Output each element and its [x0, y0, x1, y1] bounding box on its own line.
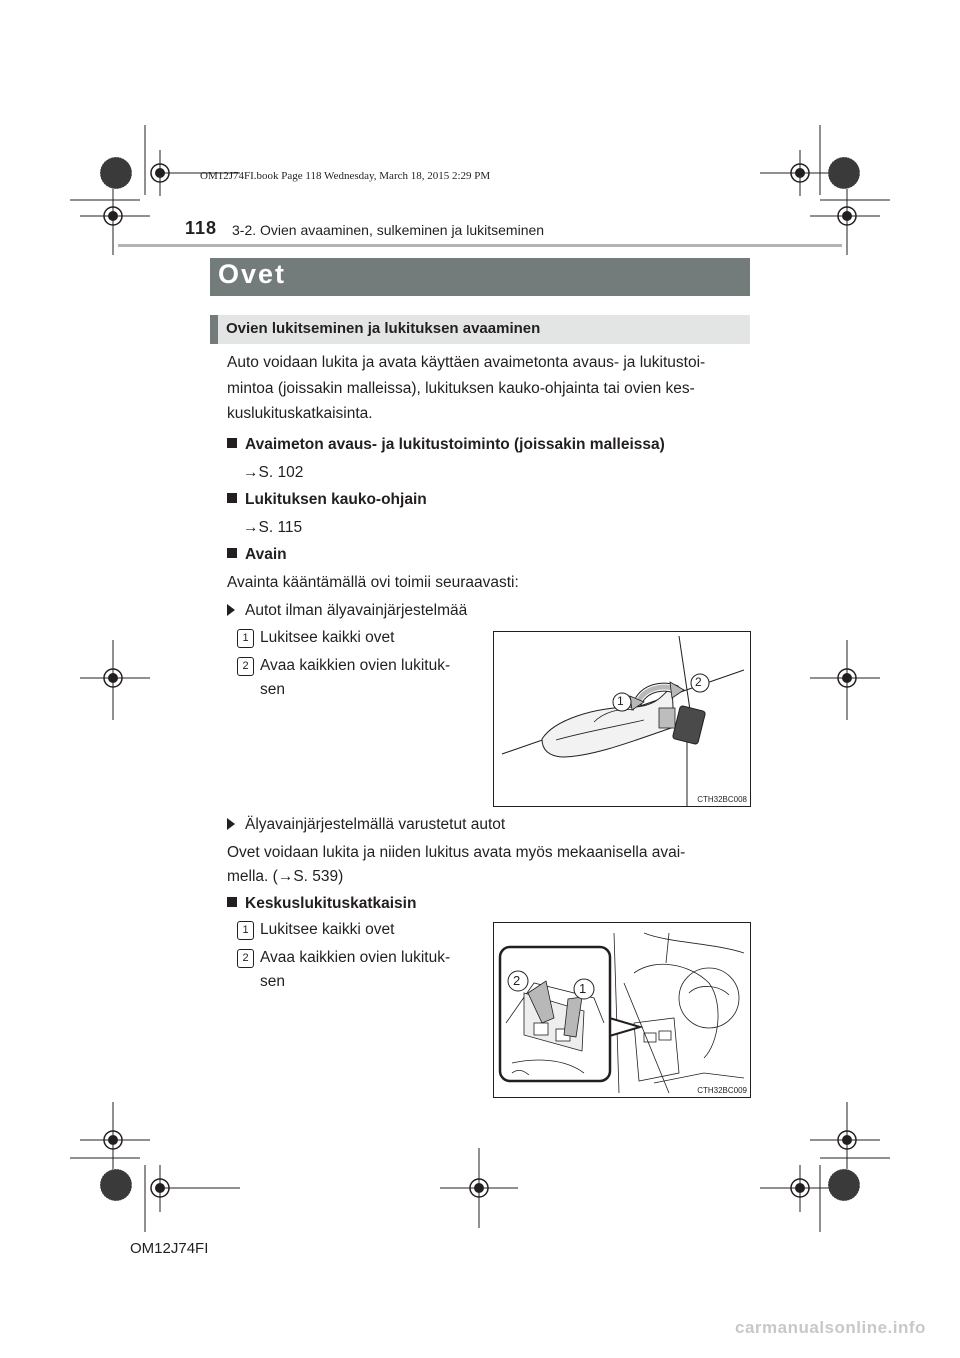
intro-line: Auto voidaan lukita ja avata käyttäen avaimetonta avaus- ja lukitustoi- — [227, 354, 706, 371]
step-number-2: 2 — [237, 657, 254, 676]
section-header: 3-2. Ovien avaaminen, sulkeminen ja lukitseminen — [232, 222, 545, 238]
book-info-line: OM12J74FI.book Page 118 Wednesday, March 18, 2015 2:29 PM — [200, 170, 491, 182]
page-title-bar — [210, 258, 750, 296]
step-text: sen — [260, 973, 285, 990]
page-title: Ovet — [218, 259, 287, 289]
item-heading: Avaimeton avaus- ja lukitustoiminto (joissakin malleissa) — [227, 433, 665, 457]
figure-code: CTH32BC008 — [697, 795, 747, 804]
figure-code: CTH32BC009 — [697, 1086, 747, 1095]
callout-label-2: 2 — [513, 973, 521, 988]
intro-paragraph — [227, 350, 744, 427]
step-text: Avaa kaikkien ovien lukituk- — [260, 657, 451, 674]
step-text: Lukitsee kaikki ovet — [260, 921, 395, 938]
item-heading: Avain — [227, 543, 287, 567]
callout-label-1: 1 — [617, 694, 624, 708]
door-handle-key-figure — [493, 631, 751, 807]
triangle-bullet-icon — [227, 818, 235, 830]
page-reference: →S. 102 — [243, 464, 304, 481]
square-bullet-icon — [227, 493, 237, 503]
intro-line: kuslukituskatkaisinta. — [227, 405, 373, 422]
central-lock-illustration — [494, 923, 750, 1097]
watermark: carmanualsonline.info — [735, 1318, 926, 1337]
page-reference: →S. 115 — [243, 519, 303, 536]
item-heading: Lukituksen kauko-ohjain — [227, 488, 427, 512]
step-text: Lukitsee kaikki ovet — [260, 629, 395, 646]
callout-label-2: 2 — [695, 675, 702, 689]
item-heading: Keskuslukituskatkaisin — [227, 892, 416, 916]
footer-code: OM12J74FI — [130, 1240, 209, 1257]
triangle-bullet-icon — [227, 604, 235, 616]
section-title: Ovien lukitseminen ja lukituksen avaaminen — [226, 320, 541, 337]
sub-heading: Autot ilman älyavainjärjestelmää — [227, 599, 467, 623]
square-bullet-icon — [227, 897, 237, 907]
intro-line: mintoa (joissakin malleissa), lukituksen kauko-ohjainta tai ovien kes- — [227, 379, 695, 397]
step-text: sen — [260, 681, 285, 698]
square-bullet-icon — [227, 548, 237, 558]
key-description: Avainta kääntämällä ovi toimii seuraavasti: — [227, 574, 519, 591]
key-description-2: mella. (→S. 539) — [227, 868, 344, 885]
key-description-2: Ovet voidaan lukita ja niiden lukitus avata myös mekaanisella avai- — [227, 844, 686, 861]
sub-heading: Älyavainjärjestelmällä varustetut autot — [227, 813, 505, 837]
central-lock-switch-figure — [493, 922, 751, 1098]
step-number-1: 1 — [237, 921, 254, 940]
callout-label-1: 1 — [579, 981, 587, 996]
square-bullet-icon — [227, 438, 237, 448]
step-number-2: 2 — [237, 949, 254, 968]
step-number-1: 1 — [237, 629, 254, 648]
page-number: 118 — [185, 218, 218, 238]
header-divider — [118, 244, 842, 247]
step-text: Avaa kaikkien ovien lukituk- — [260, 949, 451, 966]
door-handle-illustration — [494, 632, 750, 806]
